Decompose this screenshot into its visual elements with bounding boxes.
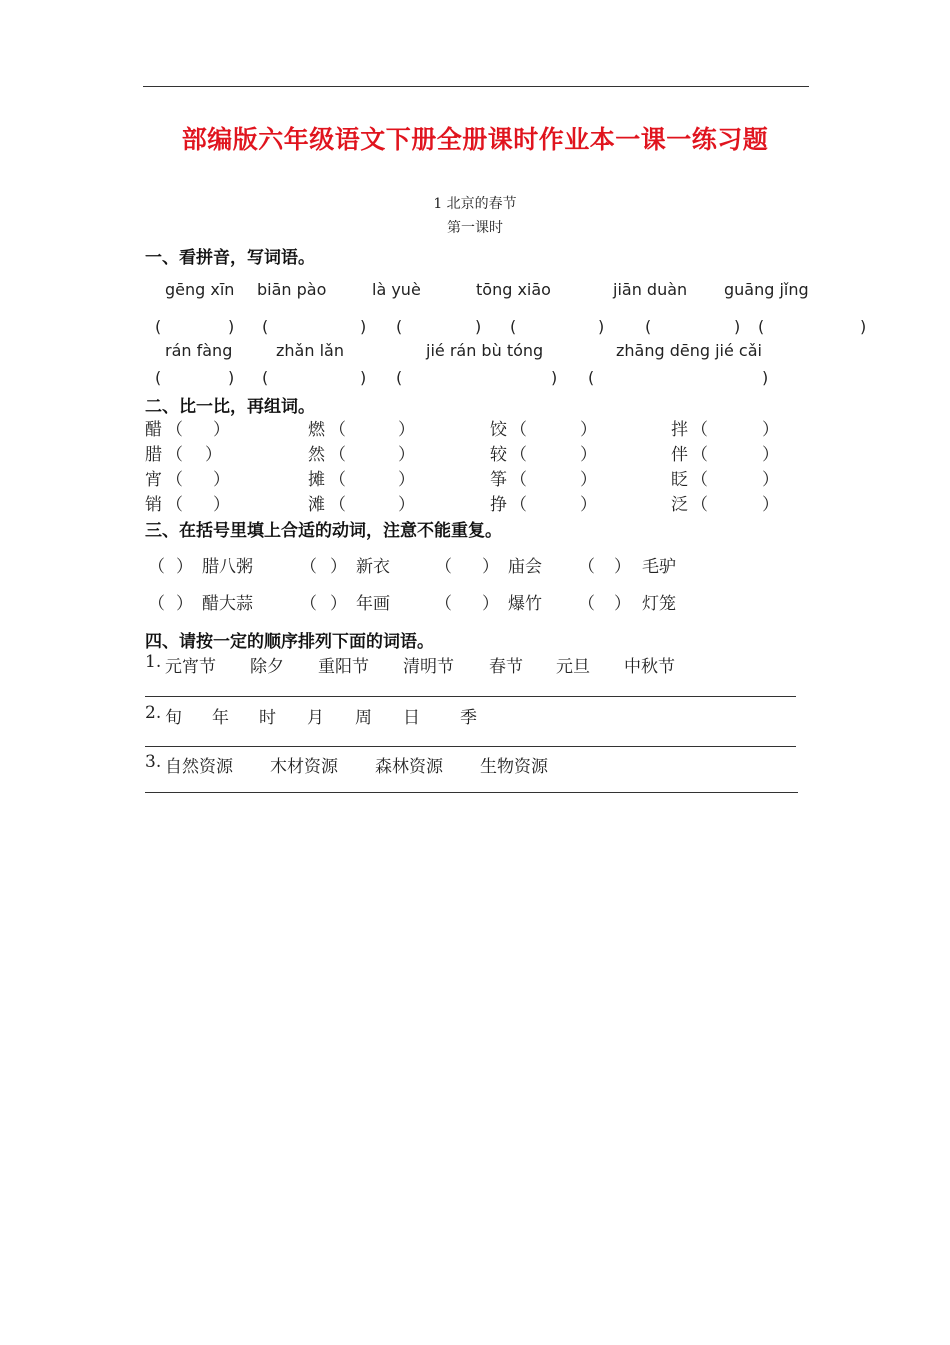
sequence-word: 清明节 [403, 657, 454, 677]
answer-blank-close: ） [580, 445, 597, 465]
sequence-word: 春节 [489, 657, 523, 677]
answer-blank-open: ( [645, 317, 652, 336]
compare-char: 醋 [145, 420, 162, 440]
answer-blank-open: （ [435, 557, 452, 577]
sequence-word: 元宵节 [165, 657, 216, 677]
sequence-word: 生物资源 [480, 757, 548, 777]
pinyin-item: zhāng dēng jié cǎi [616, 341, 762, 360]
answer-blank-open: （ [329, 470, 346, 490]
answer-blank-close: ） [330, 594, 347, 614]
answer-blank-close: ） [398, 445, 415, 465]
answer-blank-open: （ [166, 495, 183, 515]
section3-heading: 三、在括号里填上合适的动词，注意不能重复。 [145, 521, 502, 541]
sequence-word: 中秋节 [624, 657, 675, 677]
answer-blank-open: ( [396, 368, 403, 387]
sequence-word: 森林资源 [375, 757, 443, 777]
answer-blank-open: （ [691, 495, 708, 515]
answer-blank-close: ） [580, 495, 597, 515]
section2-heading: 二、比一比，再组词。 [145, 397, 315, 417]
answer-blank-close: ） [482, 557, 499, 577]
sequence-word: 元旦 [556, 657, 590, 677]
compare-char: 饺 [490, 420, 507, 440]
answer-blank-close: ） [580, 420, 597, 440]
sequence-word: 日 [403, 708, 420, 728]
answer-blank-open: （ [300, 594, 317, 614]
compare-char: 摊 [308, 470, 325, 490]
answer-blank-close: ） [213, 470, 230, 490]
answer-blank-close: ) [598, 317, 605, 336]
answer-blank-close: ) [762, 368, 769, 387]
answer-blank-close: ) [860, 317, 867, 336]
answer-blank-open: （ [300, 557, 317, 577]
pinyin-item: jiān duàn [613, 280, 688, 299]
answer-blank-open: （ [510, 495, 527, 515]
section1-heading: 一、看拼音，写词语。 [145, 248, 315, 268]
fill-phrase: 年画 [356, 594, 390, 614]
answer-blank-open: ( [396, 317, 403, 336]
answer-line [145, 746, 796, 747]
worksheet-title: 部编版六年级语文下册全册课时作业本一课一练习题 [181, 125, 769, 154]
answer-blank-open: （ [329, 495, 346, 515]
answer-blank-close: ） [398, 420, 415, 440]
answer-blank-open: （ [691, 420, 708, 440]
item-number: 1. [145, 652, 162, 672]
fill-phrase: 灯笼 [642, 594, 676, 614]
pinyin-item: là yuè [372, 280, 421, 299]
answer-blank-open: ( [155, 317, 162, 336]
answer-blank-close: ） [176, 594, 193, 614]
answer-blank-close: ） [176, 557, 193, 577]
sequence-word: 年 [212, 708, 229, 728]
answer-blank-close: ） [762, 420, 779, 440]
answer-blank-open: （ [329, 445, 346, 465]
fill-phrase: 庙会 [508, 557, 542, 577]
fill-phrase: 新衣 [356, 557, 390, 577]
pinyin-item: biān pào [257, 280, 327, 299]
answer-blank-close: ） [614, 557, 631, 577]
answer-blank-close: ） [580, 470, 597, 490]
answer-blank-open: （ [510, 420, 527, 440]
compare-char: 较 [490, 445, 507, 465]
compare-char: 腊 [145, 445, 162, 465]
fill-phrase: 腊八粥 [202, 557, 253, 577]
answer-blank-close: ) [228, 368, 235, 387]
answer-blank-close: ) [360, 368, 367, 387]
answer-blank-open: ( [262, 317, 269, 336]
answer-blank-close: ） [614, 594, 631, 614]
answer-blank-open: （ [148, 557, 165, 577]
sequence-word: 月 [307, 708, 324, 728]
answer-blank-close: ） [205, 445, 222, 465]
sequence-word: 重阳节 [318, 657, 369, 677]
answer-blank-close: ) [228, 317, 235, 336]
answer-blank-open: （ [329, 420, 346, 440]
answer-blank-open: （ [148, 594, 165, 614]
compare-char: 然 [308, 445, 325, 465]
answer-blank-open: （ [691, 445, 708, 465]
answer-blank-close: ） [330, 557, 347, 577]
answer-blank-close: ） [762, 495, 779, 515]
answer-blank-open: （ [166, 420, 183, 440]
compare-char: 伴 [671, 445, 688, 465]
answer-line [145, 792, 798, 793]
item-number: 2. [145, 703, 162, 723]
pinyin-item: jié rán bù tóng [426, 341, 544, 360]
sequence-word: 季 [460, 708, 477, 728]
fill-phrase: 醋大蒜 [202, 594, 253, 614]
compare-char: 拌 [671, 420, 688, 440]
pinyin-item: rán fàng [165, 341, 233, 360]
answer-blank-open: ( [262, 368, 269, 387]
answer-blank-close: ） [482, 594, 499, 614]
compare-char: 销 [145, 495, 162, 515]
pinyin-item: zhǎn lǎn [276, 341, 344, 360]
lesson-name: 1 北京的春节 [433, 196, 517, 212]
answer-blank-close: ） [398, 470, 415, 490]
answer-blank-close: ） [762, 470, 779, 490]
sequence-word: 旬 [165, 708, 182, 728]
compare-char: 燃 [308, 420, 325, 440]
item-number: 3. [145, 752, 162, 772]
answer-blank-open: ( [758, 317, 765, 336]
compare-char: 宵 [145, 470, 162, 490]
answer-blank-close: ） [398, 495, 415, 515]
pinyin-item: guāng jǐng [724, 280, 809, 299]
fill-phrase: 毛驴 [642, 557, 676, 577]
sequence-word: 自然资源 [165, 757, 233, 777]
answer-blank-open: （ [578, 594, 595, 614]
top-rule [143, 86, 809, 87]
answer-blank-close: ) [475, 317, 482, 336]
compare-char: 眨 [671, 470, 688, 490]
answer-blank-close: ） [762, 445, 779, 465]
answer-blank-open: （ [578, 557, 595, 577]
answer-blank-open: （ [166, 470, 183, 490]
sequence-word: 除夕 [250, 657, 284, 677]
answer-blank-open: ( [510, 317, 517, 336]
sequence-word: 周 [355, 708, 372, 728]
pinyin-item: gēng xīn [165, 280, 235, 299]
answer-blank-close: ) [551, 368, 558, 387]
answer-blank-close: ） [213, 495, 230, 515]
pinyin-item: tōng xiāo [476, 280, 551, 299]
answer-blank-open: （ [510, 470, 527, 490]
fill-phrase: 爆竹 [508, 594, 542, 614]
answer-blank-close: ) [360, 317, 367, 336]
section4-heading: 四、请按一定的顺序排列下面的词语。 [145, 632, 434, 652]
compare-char: 泛 [671, 495, 688, 515]
compare-char: 筝 [490, 470, 507, 490]
sequence-word: 时 [259, 708, 276, 728]
answer-blank-open: ( [588, 368, 595, 387]
answer-line [145, 696, 796, 697]
answer-blank-open: （ [435, 594, 452, 614]
answer-blank-close: ） [213, 420, 230, 440]
answer-blank-open: （ [691, 470, 708, 490]
answer-blank-open: （ [166, 445, 183, 465]
answer-blank-close: ) [734, 317, 741, 336]
lesson-period: 第一课时 [447, 220, 503, 236]
compare-char: 滩 [308, 495, 325, 515]
sequence-word: 木材资源 [270, 757, 338, 777]
answer-blank-open: （ [510, 445, 527, 465]
compare-char: 挣 [490, 495, 507, 515]
answer-blank-open: ( [155, 368, 162, 387]
